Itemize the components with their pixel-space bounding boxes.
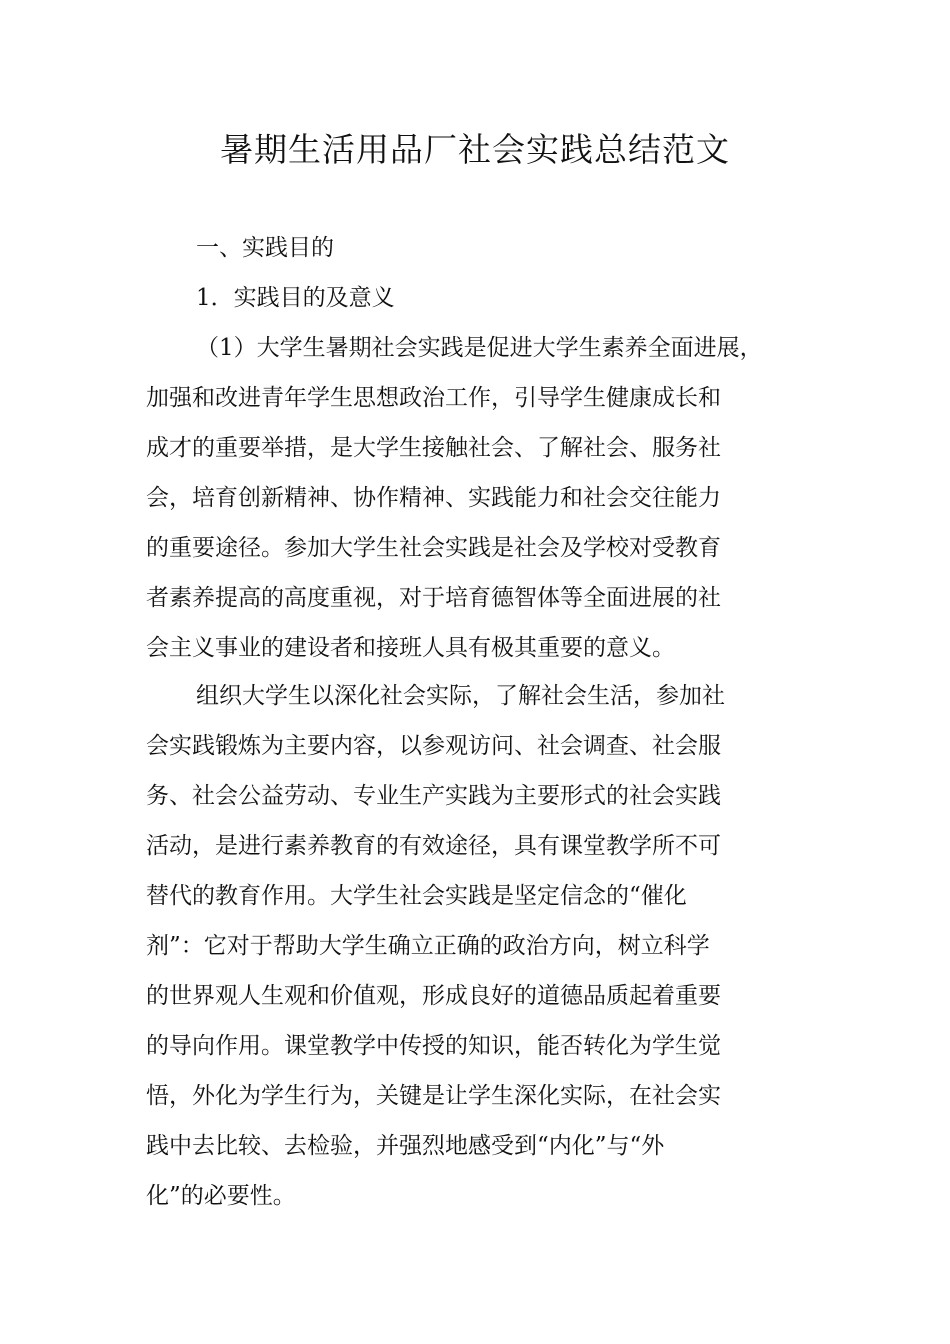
paragraph-line: 会实践锻炼为主要内容，以参观访问、社会调查、社会服 xyxy=(146,733,721,759)
paragraph-line: 加强和改进青年学生思想政治工作，引导学生健康成长和 xyxy=(146,385,721,411)
paragraph-line: 的重要途径。参加大学生社会实践是社会及学校对受教育 xyxy=(146,535,721,561)
section-heading: 一、实践目的 xyxy=(196,235,334,261)
paragraph-line: 会，培育创新精神、协作精神、实践能力和社会交往能力 xyxy=(146,485,721,511)
paragraph-line: 替代的教育作用。大学生社会实践是坚定信念的“催化 xyxy=(146,883,687,909)
paragraph-line: 的世界观人生观和价值观，形成良好的道德品质起着重要 xyxy=(146,983,721,1009)
paragraph-line: 活动，是进行素养教育的有效途径，具有课堂教学所不可 xyxy=(146,833,721,859)
paragraph-line: 组织大学生以深化社会实际，了解社会生活，参加社 xyxy=(196,683,725,709)
paragraph-line: 践中去比较、去检验，并强烈地感受到“内化”与“外 xyxy=(146,1133,665,1159)
paragraph-line: 的导向作用。课堂教学中传授的知识，能否转化为学生觉 xyxy=(146,1033,721,1059)
paragraph-line: 悟，外化为学生行为，关键是让学生深化实际，在社会实 xyxy=(146,1083,721,1109)
paragraph-line: 成才的重要举措，是大学生接触社会、了解社会、服务社 xyxy=(146,435,721,461)
paragraph-line: （1）大学生暑期社会实践是促进大学生素养全面进展， xyxy=(196,335,763,361)
subsection-heading: 1．实践目的及意义 xyxy=(196,285,395,311)
paragraph-line: 者素养提高的高度重视，对于培育德智体等全面进展的社 xyxy=(146,585,721,611)
document-title: 暑期生活用品厂社会实践总结范文 xyxy=(220,130,730,169)
paragraph-line: 剂”：它对于帮助大学生确立正确的政治方向，树立科学 xyxy=(146,933,710,959)
paragraph-line: 会主义事业的建设者和接班人具有极其重要的意义。 xyxy=(146,635,675,661)
paragraph-line: 务、社会公益劳动、专业生产实践为主要形式的社会实践 xyxy=(146,783,721,809)
paragraph-line: 化”的必要性。 xyxy=(146,1183,296,1209)
